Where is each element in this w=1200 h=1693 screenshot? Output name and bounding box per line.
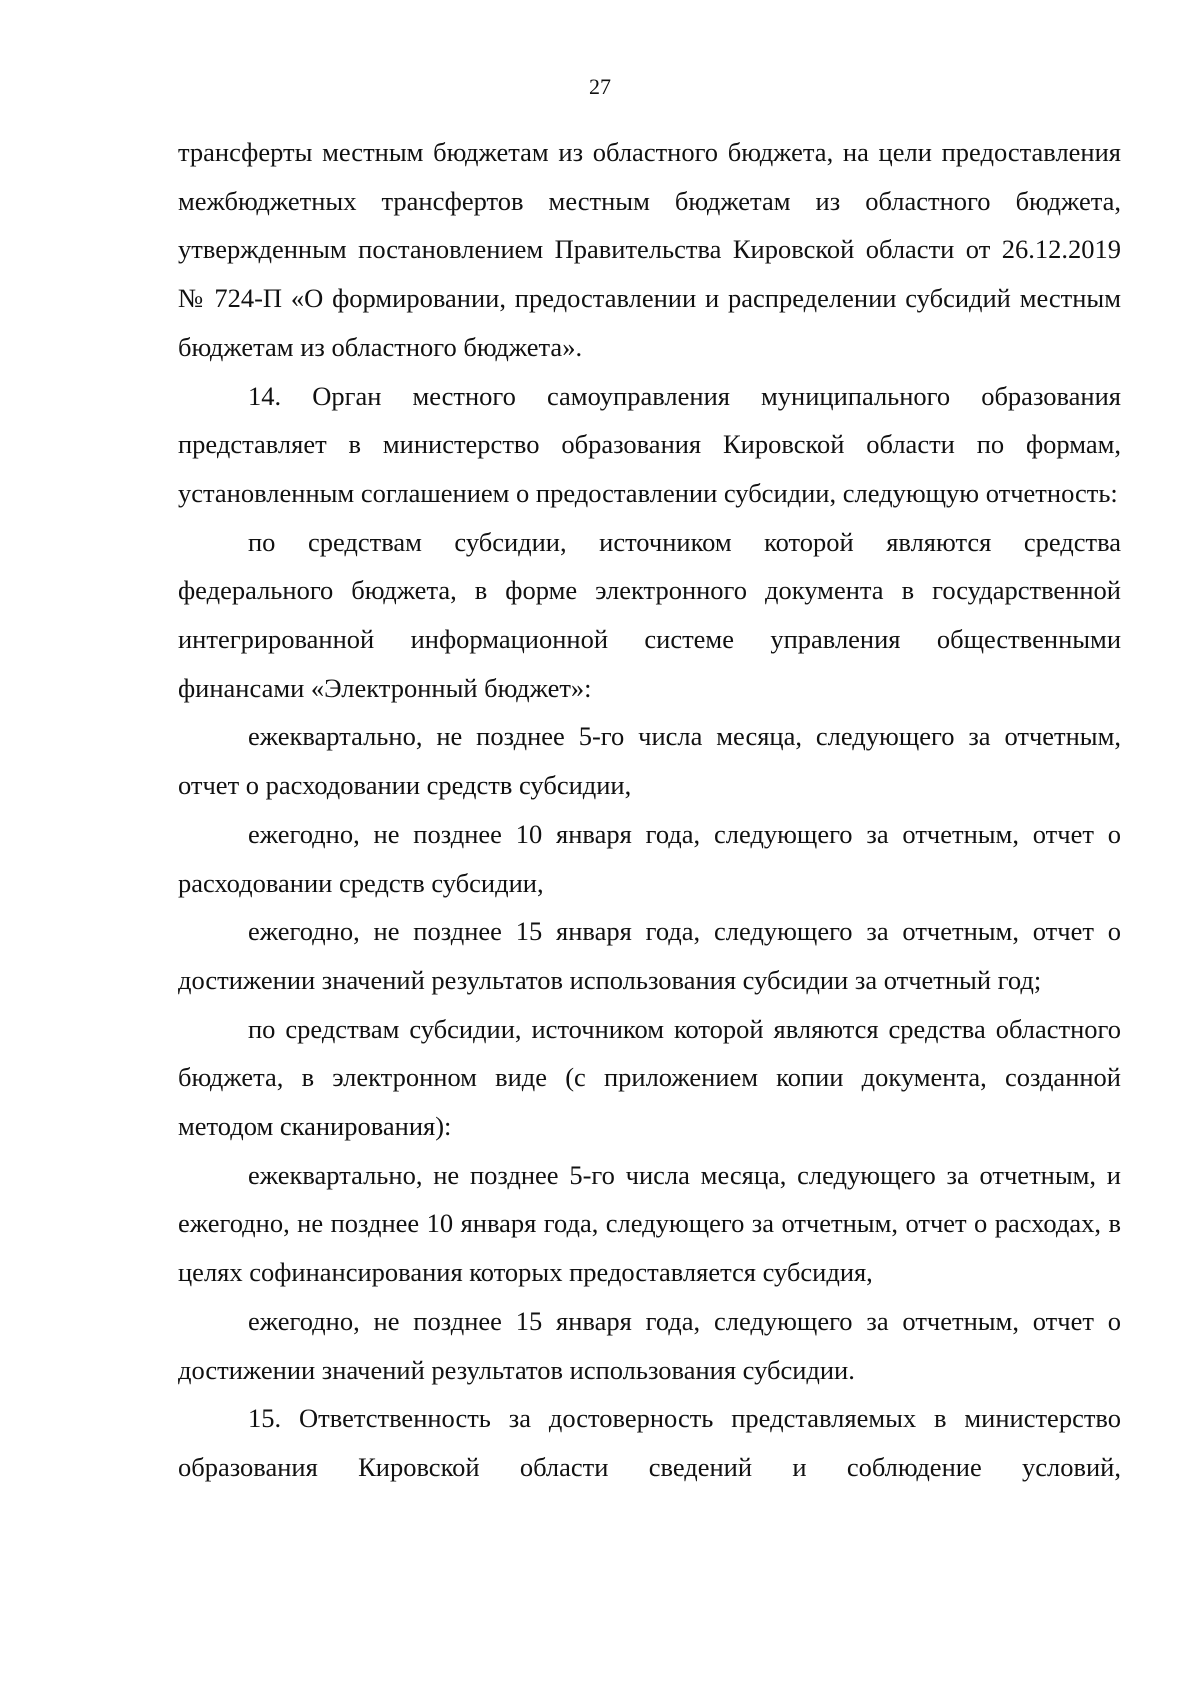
paragraph-federal-budget: по средствам субсидии, источником которой являются средства федерального бюджета, в форме электронного документа в государственной интегрированной информационной системе управления общественными финансами «Электронный бюджет»: xyxy=(178,526,1121,703)
paragraph-annual-report-jan15: ежегодно, не позднее 15 января года, следующего за отчетным, отчет о достижении значений результатов использования субсидии за отчетный год; xyxy=(178,916,1121,995)
paragraph-quarterly-annual-expenses: ежеквартально, не позднее 5-го числа месяца, следующего за отчетным, и ежегодно, не позднее 10 января года, следующего за отчетным, отчет о расходах, в целях софинансирования которых предоставляется субсидия, xyxy=(178,1159,1121,1288)
paragraph-quarterly-report: ежеквартально, не позднее 5-го числа месяца, следующего за отчетным, отчет о расходовании средств субсидии, xyxy=(178,721,1121,801)
paragraph-continuation: трансферты местным бюджетам из областного бюджета, на цели предоставления межбюджетных трансфертов местным бюджетам из областного бюджета, утвержденным постановлением Правительства Кировской области от 26.12.2019 № 724-П «О формировании, предоставлении и распределении субсидий местным бюджетам из областного бюджета». xyxy=(178,137,1121,362)
paragraph-item-14: 14. Орган местного самоуправления муниципального образования представляет в министерство образования Кировской области по формам, установленным соглашением о предоставлении субсидии, следующую отчетность: xyxy=(178,380,1121,508)
paragraph-item-15: 15. Ответственность за достоверность представляемых в министерство образования Кировской области сведений и соблюдение условий, xyxy=(178,1403,1121,1482)
page-number: 27 xyxy=(589,74,611,99)
document-body xyxy=(178,128,1121,1492)
paragraph-regional-budget: по средствам субсидии, источником которой являются средства областного бюджета, в электронном виде (с приложением копии документа, созданной методом сканирования): xyxy=(178,1013,1121,1142)
paragraph-annual-results: ежегодно, не позднее 15 января года, следующего за отчетным, отчет о достижении значений результатов использования субсидии. xyxy=(178,1305,1121,1385)
paragraph-annual-report-jan10: ежегодно, не позднее 10 января года, следующего за отчетным, отчет о расходовании средств субсидии, xyxy=(178,818,1121,898)
